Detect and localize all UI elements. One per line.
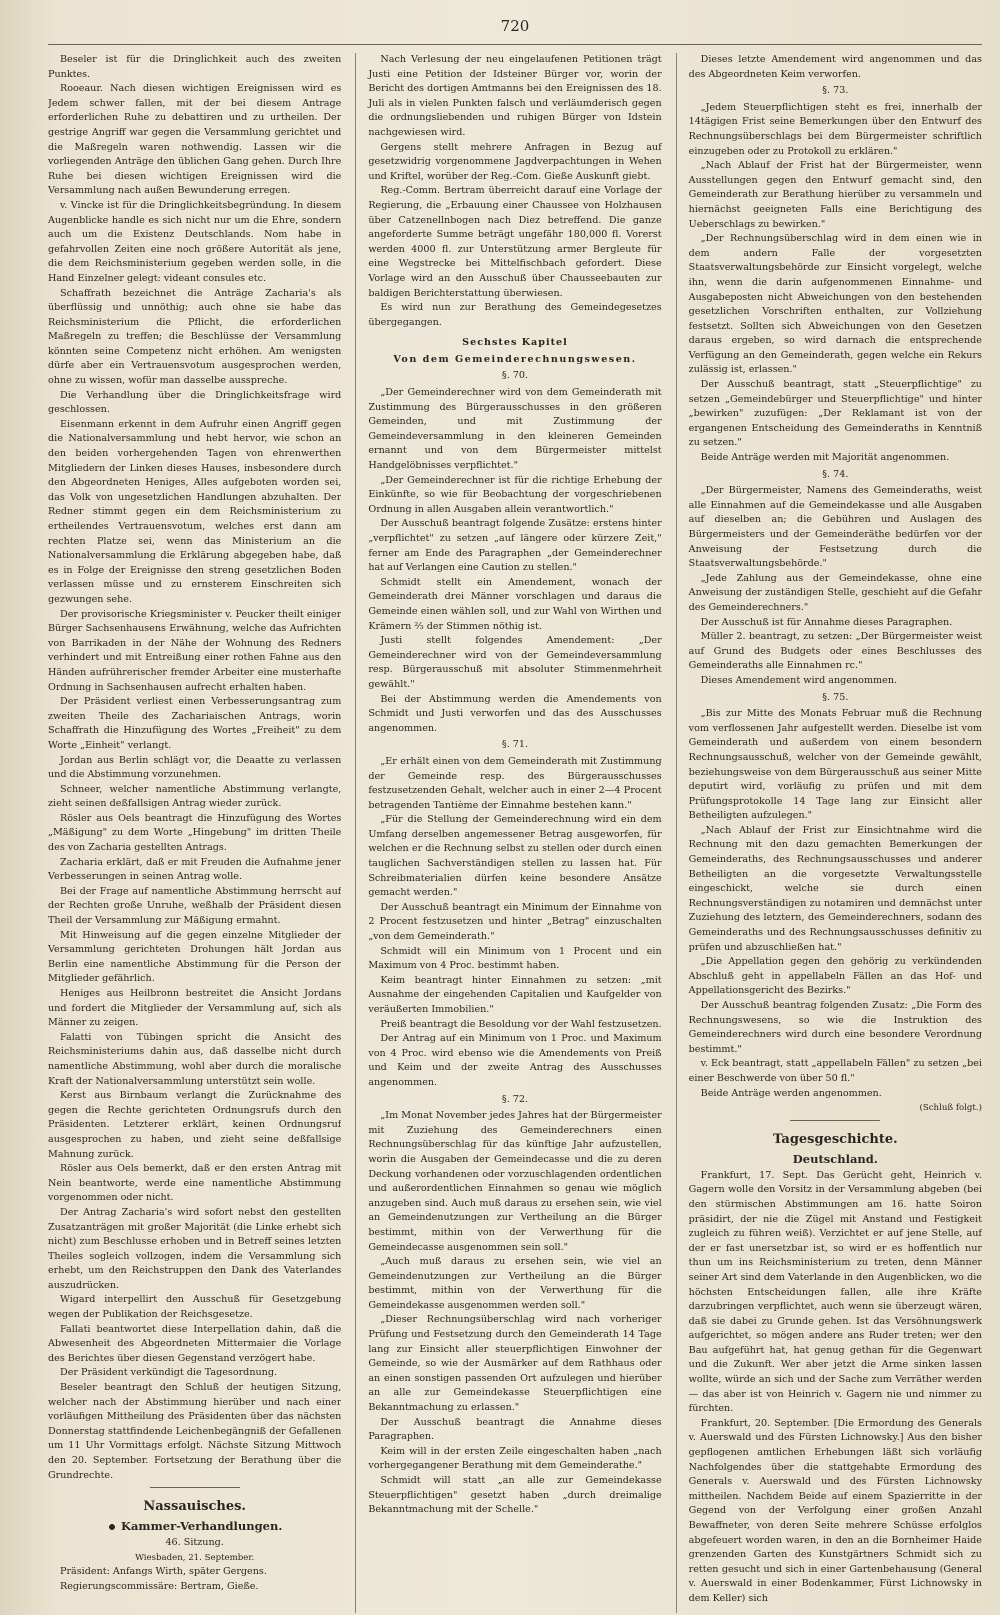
- text-paragraph: Nach Verlesung der neu eingelaufenen Petitionen trägt Justi eine Petition der Idsteiner Bürger vor, worin der Bericht des dortigen Amtmanns bei den Ereignissen des 18. Juli als in vielen Punkten falsch und verläumderisch gegen die ordnungsliebenden und ruhigen Bürger von Idstein nachgewiesen wird.: [368, 54, 662, 138]
- text-paragraph: Schneer, welcher namentliche Abstimmung verlangte, zieht seinen deßfallsigen Antrag wieder zurück.: [48, 783, 342, 810]
- text-paragraph: Eisenmann erkennt in dem Aufruhr einen Angriff gegen die Nationalversammlung und hebt hervor, wie schon an den beiden vorhergehenden Tagen von ehrenwerthen Mitgliedern der Linken dieses Hauses, insbesondere durch den Abgeordneten Heniges, Alles aufgeboten worden sei, das Volk von ungesetzlichen Handlungen abzuhalten. Der Redner stimmt gegen ein dem Reichsministerium zu ertheilendes Vertrauensvotum, welches erst dann am rechten Platze sei, wenn das Ministerium an die Nationalversammlung die Erklärung abgegeben habe, daß es in Folge der Ereignisse den streng gesetzlichen Boden verlassen müsse und zu ernsterem Einschreiten sich gezwungen sehe.: [48, 418, 342, 605]
- text-paragraph: Reg.-Comm. Bertram überreicht darauf eine Vorlage der Regierung, die „Erbauung einer Chaussee von Holzhausen über Catzenellnbogen nach Diez betreffend. Die ganze angeforderte Summe beträgt ungefähr 180,000 fl. Vorerst werden 4000 fl. zur Unterstützung armer Bergleute für eine Wegstrecke bei Mittelfischbach gefordert. Diese Vorlage wird an den Ausschuß über Chausseebauten zur baldigen Berichterstattung überwiesen.: [368, 185, 662, 299]
- text-paragraph: Bei der Abstimmung werden die Amendements von Schmidt und Justi verworfen und das des Ausschusses angenommen.: [368, 693, 662, 734]
- column-2-intro: [368, 53, 661, 330]
- text-paragraph: Es wird nun zur Berathung des Gemeindegesetzes übergegangen.: [368, 302, 662, 328]
- deutschland-heading: Deutschland.: [792, 1151, 878, 1166]
- tagesgeschichte-body: [689, 1169, 982, 1607]
- text-paragraph: „Der Gemeinderechner ist für die richtige Erhebung der Einkünfte, so wie für Beobachtung der vorgeschriebenen Ordnung in allen Ausgaben allein verantwortlich.": [368, 474, 662, 515]
- crown-icon: [107, 1522, 117, 1532]
- column-3: [676, 53, 982, 1613]
- text-paragraph: „Die Appellation gegen den gehörig zu verkündenden Abschluß geht in appellabeln Fällen an das Hof- und Appellationsgericht des Bezirks.": [688, 956, 982, 997]
- text-paragraph: Die Verhandlung über die Dringlichkeitsfrage wird geschlossen.: [48, 389, 342, 416]
- paragraph-70-number: §. 70.: [501, 370, 529, 382]
- paragraph-72-number: §. 72.: [501, 1093, 529, 1105]
- text-paragraph: Beide Anträge werden mit Majorität angenommen.: [700, 452, 950, 464]
- text-paragraph: „Auch muß daraus zu ersehen sein, wie viel an Gemeindenutzungen zur Vertheilung an die Bürger bestimmt, mithin von der Verwerthung für die Gemeindekasse ausgenommen werden soll.": [368, 1256, 662, 1311]
- text-paragraph: Preiß beantragt die Besoldung vor der Wahl festzusetzen.: [380, 1018, 662, 1030]
- text-paragraph: Beseler beantragt den Schluß der heutigen Sitzung, welcher nach der Abstimmung hierüber und nach einer vorläufigen Mittheilung des Präsidenten über das nächsten Donnerstag stattfindende Leichenbegängniß der Gefallenen um 11 Uhr Vormittags erfolgt. Nächste Sitzung Mittwoch den 20. September. Fortsetzung der Berathung über die Grundrechte.: [48, 1382, 342, 1481]
- chapter-subtitle: Von dem Gemeinderechnungswesen.: [393, 353, 637, 365]
- text-paragraph: Gergens stellt mehrere Anfragen in Bezug auf gesetzwidrig vorgenommene Jagdverpachtungen in Wehen und Kriftel, worüber der Reg.-Com. Gieße Auskunft giebt.: [368, 141, 662, 182]
- text-paragraph: Dieses Amendement wird angenommen.: [700, 674, 898, 686]
- text-paragraph: „Dieser Rechnungsüberschlag wird nach vorheriger Prüfung und Festsetzung durch den Gemeinderath 14 Tage lang zur Einsicht aller steuerpflichtigen Einwohner der Gemeinde, so wie der Ausmärker auf dem Rathhaus oder an einen sonstigen passenden Ort aufzulegen und hierüber an alle zur Gemeindekasse Steuerpflichtigen eine Bekanntmachung zu erlassen.": [368, 1314, 662, 1414]
- dateline: Wiesbaden, 21. September.: [135, 1552, 255, 1563]
- text-paragraph: Der Ausschuß beantragt, statt „Steuerpflichtige" zu setzen „Gemeindebürger und Steuerpflichtige" und hinter „bewirken" zuzufügen: „Der Reklamant ist von der ergangenen Entscheidung des Gemeinderaths in Kenntniß zu setzen.": [688, 379, 982, 449]
- column-3-intro: [689, 53, 982, 82]
- text-paragraph: Fallati beantwortet diese Interpellation dahin, daß die Abwesenheit des Abgeordneten Mittermaier die Vorlage des Berichtes über diesen Gegenstand verzögert habe.: [48, 1323, 342, 1364]
- text-paragraph: Rooeaur. Nach diesen wichtigen Ereignissen wird es Jedem schwer fallen, mit der bei diesem Antrage erforderlichen Ruhe zu debattiren und zu urtheilen. Der gestrige Angriff war gegen die Versammlung gerichtet und die Maßregeln waren nothwendig. Lassen wir die vorliegenden Anträge den üblichen Gang gehen. Durch Ihre Ruhe bei diesen wichtigen Ereignissen wird die Versammlung nach außen Bewunderung erregen.: [48, 83, 342, 197]
- text-paragraph: „Der Bürgermeister, Namens des Gemeinderaths, weist alle Einnahmen auf die Gemeindekasse und alle Ausgaben auf dieselben an; die Gebühren und Auslagen des Bürgermeisters und der Gemeinderäthe bedürfen vor der Anweisung der Festsetzung durch die Staatsverwaltungsbehörde.": [688, 485, 982, 570]
- text-paragraph: Frankfurt, 20. September. [Die Ermordung des Generals v. Auerswald und des Fürsten Lichnowsky.] Aus den bisher gepflogenen amtlichen Erhebungen läßt sich vorläufig Nachfolgendes über die stattgehabte Ermordung des Generals v. Auerswald und des Fürsten Lichnowsky mittheilen. Nachdem Beide auf einem Spazierritte in der Gegend von der Verfolgung einer großen Anzahl Bewaffneter, von deren Seite mehrere Schüsse erfolglos abgefeuert worden waren, in den an die Bornheimer Haide grenzenden Garten des Kunstgärtners Schmidt sich zu retten gesucht und sich in einer Gartenbehausung (General v. Auerswald in einer Bodenkammer, Fürst Lichnowsky in dem Keller) sich: [688, 1417, 982, 1604]
- text-paragraph: „Er erhält einen von dem Gemeinderath mit Zustimmung der Gemeinde resp. des Bürgerausschusses festzusetzenden Gehalt, welcher auch in einer 2—4 Procent betragenden Tantième der Einnahme bestehen kann.": [368, 755, 662, 811]
- text-paragraph: Der Präsident verliest einen Verbesserungsantrag zum zweiten Theile des Zachariaischen Antrags, worin Schaffrath die Hinzufügung des Wortes „Freiheit" zu dem Worte „Einheit" verlangt.: [48, 696, 342, 751]
- text-paragraph: „Der Rechnungsüberschlag wird in dem einen wie in dem andern Falle der vorgesetzten Staatsverwaltungsbehörde zur Einsicht vorgelegt, welche ihn, wenn die darin aufgenommenen Einnahme- und Ausgabeposten nicht Abweichungen von den bestehenden gesetzlichen Vorschriften enthalten, zur Vollziehung festsetzt. Sollten sich Abweichungen von den Gesetzen daraus ergeben, so wird darnach die entsprechende Verfügung an den Gemeinderath, gegen welche ein Rekurs zulässig ist, erlassen.": [688, 233, 982, 376]
- text-paragraph: Keim will in der ersten Zeile eingeschalten haben „nach vorhergegangener Berathung mit dem Gemeinderathe.": [368, 1445, 662, 1472]
- text-paragraph: „Nach Ablauf der Frist zur Einsichtnahme wird die Rechnung mit den dazu gemachten Bemerkungen der Gemeinderaths, des Rechnungsausschusses und anderer Betheiligten an die vorgesetzte Verwaltungsstelle eingeschickt, welche sie durch einen Rechnungsverständigen zu notamiren und demnächst unter Zuziehung des letztern, des Gemeinderechners, sodann des Gemeinderaths und des Rechnungsausschusses definitiv zu prüfen und abzuschließen hat.": [688, 824, 982, 953]
- text-paragraph: Heniges aus Heilbronn bestreitet die Ansicht Jordans und fordert die Mitglieder der Versammlung auf, sich als Männer zu zeigen.: [48, 988, 342, 1029]
- text-paragraph: „Nach Ablauf der Frist hat der Bürgermeister, wenn Ausstellungen gegen den Entwurf gemacht sind, den Gemeinderath zur Berathung hierüber zu versammeln und hiernächst geeigneten Falls eine Berichtigung des Ueberschlags zu bewirken.": [688, 160, 982, 230]
- text-paragraph: Der Ausschuß beantragt ein Minimum der Einnahme von 2 Procent festzusetzen und hinter „Betrag" einzuschalten „von dem Gemeinderath.": [368, 901, 662, 943]
- paragraph-74-number: §. 74.: [822, 468, 849, 480]
- text-paragraph: Keim beantragt hinter Einnahmen zu setzen: „mit Ausnahme der eingehenden Capitalien und Kaufgelder von veräußerten Immobilien.": [368, 974, 662, 1015]
- text-paragraph: Frankfurt, 17. Sept. Das Gerücht geht, Heinrich v. Gagern wolle den Vorsitz in der Versammlung abgeben (bei den stürmischen Abstimmungen am 16. hatte Soiron präsidirt, der nie die Zügel mit Anstand und Festigkeit zugleich zu führen weiß). Verzichtet er auf jene Stelle, auf der er fast unersetzbar ist, so wird er es hoffentlich nur thun um ins Reichsministerium zu treten, denn Männer seiner Art sind dem Vaterlande in den Augenblicken, wo die höchsten Entscheidungen fallen, alle ihre Kräfte darzubringen verpflichtet, auch wenn sie überzeugt wären, daß sie dabei zu Grunde gehen. Ist das Versöhnungswerk aufgerichtet, so mögen andere ans Ruder treten; wer den Bau aufgeführt hat, hat genug gethan für die Gegenwart und die Zukunft. Wer aber jetzt die Arme sinken lassen wollte, würde an sich und der Sache zum Verräther werden — das aber ist von Heinrich v. Gagern nie und nimmer zu fürchten.: [688, 1169, 982, 1415]
- text-paragraph: Der Antrag auf ein Minimum von 1 Proc. und Maximum von 4 Proc. wird ebenso wie die Amendements von Preiß und Keim und der zweite Antrag des Ausschusses angenommen.: [368, 1033, 662, 1088]
- text-paragraph: Der Antrag Zacharia's wird sofort nebst den gestellten Zusatzanträgen mit großer Majorität (die Linke erhebt sich nicht) zum Beschlusse erhoben und in Betreff seines letzten Theiles sogleich vollzogen, indem die Versammlung sich erhebt, um den Reichstruppen den Dank des Vaterlandes auszudrücken.: [48, 1206, 342, 1291]
- text-paragraph: „Für die Stellung der Gemeinderechnung wird ein dem Umfang derselben angemessener Betrag ausgeworfen, für welchen er die Rechnung selbst zu stellen oder durch einen tauglichen Sachverständigen stellen zu lassen hat. Für Schreibmaterialien dürfen keine besondere Ansätze gemacht werden.": [368, 814, 662, 899]
- text-paragraph: Der Ausschuß beantragt die Annahme dieses Paragraphen.: [368, 1416, 662, 1443]
- president-line: Präsident: Anfangs Wirth, später Gergens.: [60, 1566, 267, 1578]
- text-paragraph: Rösler aus Oels bemerkt, daß er den ersten Antrag mit Nein beantworte, werde eine namentliche Abstimmung vorgenommen oder nicht.: [48, 1163, 342, 1204]
- text-paragraph: „Im Monat November jedes Jahres hat der Bürgermeister mit Zuziehung des Gemeinderechners einen Rechnungsüberschlag für das künftige Jahr aufzustellen, worin die Ausgaben der Gemeindecasse und die zu deren Deckung vorhandenen oder vorzuschlagenden ordentlichen und außerordentlichen Einnahmen so genau wie möglich anzugeben sind. Auch muß daraus zu ersehen sein, wie viel an Gemeindenutzungen zur Vertheilung an die Bürger bestimmt, mithin von der Verwerthung für die Gemeindecasse ausgenommen sein soll.": [368, 1110, 662, 1253]
- columns: [48, 53, 982, 1613]
- text-paragraph: v. Eck beantragt, statt „appellabeln Fällen" zu setzen „bei einer Beschwerde von über 50 fl.": [688, 1058, 982, 1084]
- text-paragraph: Der Ausschuß ist für Annahme dieses Paragraphen.: [700, 616, 953, 628]
- text-paragraph: Der Ausschuß beantragt folgende Zusätze: erstens hinter „verpflichtet" zu setzen „auf längere oder kürzere Zeit," ferner am Ende des Paragraphen „der Gemeinderechner hat auf Verlangen eine Caution zu stellen.": [368, 518, 662, 574]
- nassau-heading: Nassauisches.: [143, 1499, 246, 1515]
- text-paragraph: Der provisorische Kriegsminister v. Peucker theilt einiger Bürger Sachsenhausens Erwähnung, welche das Aufrichten von Barrikaden in der Nähe der Wohnung des Redners verhindert und mit Entreißung einer rothen Fahne aus den Händen aufrührerischer fremder Arbeiter eine musterhafte Ordnung in Sachsenhausen aufrecht erhalten haben.: [48, 608, 342, 693]
- text-paragraph: Schmidt will statt „an alle zur Gemeindekasse Steuerpflichtigen" gesetzt haben „durch dreimalige Bekanntmachung mit der Schelle.": [368, 1475, 662, 1516]
- tagesgeschichte-heading: Tagesgeschichte.: [772, 1131, 898, 1147]
- paragraph-74-body: [689, 484, 982, 688]
- column-1: [48, 53, 341, 1613]
- text-paragraph: Zacharia erklärt, daß er mit Freuden die Aufnahme jener Verbesserungen in seinen Antrag wolle.: [48, 856, 342, 883]
- text-paragraph: Schmidt stellt ein Amendement, wonach der Gemeinderath drei Männer vorschlagen und daraus die Gemeinde einen wählen soll, und zur Wahl von Wirthen und Krämern ⅔ der Stimmen nöthig ist.: [368, 576, 662, 632]
- text-paragraph: „Jedem Steuerpflichtigen steht es frei, innerhalb der 14tägigen Frist seine Bemerkungen über den Entwurf des Rechnungsüberschlags bei dem Bürgermeister schriftlich einzugeben oder zu Protokoll zu erklären.": [688, 101, 982, 157]
- session-number: 46. Sitzung.: [165, 1537, 224, 1549]
- text-paragraph: Bei der Frage auf namentliche Abstimmung herrscht auf der Rechten große Unruhe, weßhalb der Präsident diesen Theil der Versammlung zur Mäßigung ermahnt.: [48, 885, 342, 927]
- paragraph-75-body: [689, 707, 982, 1101]
- column-1-body: [48, 53, 341, 1483]
- text-paragraph: Der Ausschuß beantrag folgenden Zusatz: „Die Form des Rechnungswesens, so wie die Instruktion des Gemeinderechners wird durch eine besondere Verordnung bestimmt.": [688, 1000, 982, 1055]
- text-paragraph: Dieses letzte Amendement wird angenommen und das des Abgeordneten Keim verworfen.: [688, 54, 982, 80]
- commissioners-line: Regierungscommissäre: Bertram, Gieße.: [60, 1580, 259, 1592]
- text-paragraph: Mit Hinweisung auf die gegen einzelne Mitglieder der Versammlung gerichteten Drohungen hält Jordan aus Berlin eine namentliche Abstimmung für die Person der Mitglieder gefährlich.: [48, 929, 342, 985]
- text-paragraph: Beide Anträge werden angenommen.: [700, 1087, 882, 1099]
- section-divider: [790, 1120, 880, 1121]
- text-paragraph: Beseler ist für die Dringlichkeit auch des zweiten Punktes.: [48, 54, 342, 80]
- paragraph-75-number: §. 75.: [822, 691, 849, 703]
- paragraph-73-body: [689, 101, 982, 466]
- section-divider: [150, 1487, 240, 1488]
- column-2: [355, 53, 661, 1613]
- text-paragraph: Rösler aus Oels beantragt die Hinzufügung des Wortes „Mäßigung" zu dem Worte „Hingebung" im dritten Theile des von Zacharia gestellten Antrags.: [48, 812, 342, 854]
- continued-note: (Schluß folgt.): [919, 1103, 982, 1114]
- text-paragraph: Schaffrath bezeichnet die Anträge Zacharia's als überflüssig und unnöthig; auch ohne sie habe das Reichsministerium die Pflicht, die erforderlichen Maßregeln zu treffen; die Beschlüsse der Versammlung könnten seine Competenz nicht erhöhen. Am wenigsten dürfe aber ein Vertrauensvotum ausgesprochen werden, ohne zu wissen, wofür man dasselbe ausspreche.: [48, 287, 342, 387]
- text-paragraph: Kerst aus Birnbaum verlangt die Zurücknahme des gegen die Rechte gerichteten Ordnungsrufs durch den Präsidenten. Letzterer erklärt, keinen Ordnungsruf ausgesprochen zu haben, und zieht seine deßfallsige Mahnung zurück.: [48, 1090, 342, 1160]
- text-paragraph: Justi stellt folgendes Amendement: „Der Gemeinderechner wird von der Gemeindeversammlung resp. Bürgerausschuß mit absoluter Stimmenmehrheit gewählt.": [368, 635, 662, 690]
- text-paragraph: Schmidt will ein Minimum von 1 Procent und ein Maximum von 4 Proc. bestimmt haben.: [368, 945, 662, 972]
- paragraph-73-number: §. 73.: [822, 85, 849, 97]
- paragraph-71-body: [368, 755, 661, 1091]
- chapter-title: Sechstes Kapitel: [462, 337, 568, 349]
- text-paragraph: v. Vincke ist für die Dringlichkeitsbegründung. In diesem Augenblicke handle es sich nicht nur um die Ehre, sondern auch um die Existenz Deutschlands. Nom habe in gefahrvollen Zeiten eine noch größere Autorität als jene, die dem Reichsministerium gegeben werden solle, in die Hand Einzelner gelegt: videant consules etc.: [48, 199, 342, 284]
- paragraph-71-number: §. 71.: [501, 739, 529, 751]
- text-paragraph: Der Präsident verkündigt die Tagesordnung.: [60, 1367, 278, 1379]
- text-paragraph: Wigard interpellirt den Ausschuß für Gesetzgebung wegen der Publikation der Reichsgesetze.: [48, 1294, 342, 1321]
- nassau-subheading: Kammer-Verhandlungen.: [48, 1518, 341, 1534]
- text-paragraph: Falatti von Tübingen spricht die Ansicht des Reichsministeriums dahin aus, daß dasselbe nicht durch namentliche Abstimmung, wohl aber durch die moralische Kraft der Nationalversammlung unterstützt sein wolle.: [48, 1031, 342, 1087]
- text-paragraph: Jordan aus Berlin schlägt vor, die Deaatte zu verlassen und die Abstimmung vorzunehmen.: [48, 754, 342, 781]
- header-rule: [48, 44, 982, 45]
- text-paragraph: „Der Gemeinderechner wird von dem Gemeinderath mit Zustimmung des Bürgerausschusses in den größeren Gemeinden, und mit Zustimmung der Gemeindeversammlung in den kleineren Gemeinden ernannt und von dem Bürgermeister mittelst Handgelöbnisses verpflichtet.": [368, 387, 662, 472]
- text-paragraph: „Jede Zahlung aus der Gemeindekasse, ohne eine Anweisung der zuständigen Stelle, geschieht auf die Gefahr des Gemeinderechners.": [688, 572, 982, 613]
- page-number: 720: [500, 17, 530, 35]
- paragraph-70-body: [368, 386, 661, 736]
- paragraph-72-body: [368, 1109, 661, 1518]
- text-paragraph: „Bis zur Mitte des Monats Februar muß die Rechnung vom verflossenen Jahr aufgestellt werden. Dieselbe ist vom Gemeinderath und außerdem von einem besondern Rechnungsausschuß, welcher von der Gemeinde gewählt, beziehungsweise von dem Bürgerausschuß aus seiner Mitte deputirt wird, vorläufig zu prüfen und mit dem Prüfungsprotokolle 14 Tage lang zur Einsicht aller Betheiligten aufzulegen.": [688, 708, 982, 822]
- text-paragraph: Müller 2. beantragt, zu setzen: „Der Bürgermeister weist auf Grund des Budgets oder eines Beschlusses des Gemeinderaths alle Einnahmen rc.": [688, 631, 982, 672]
